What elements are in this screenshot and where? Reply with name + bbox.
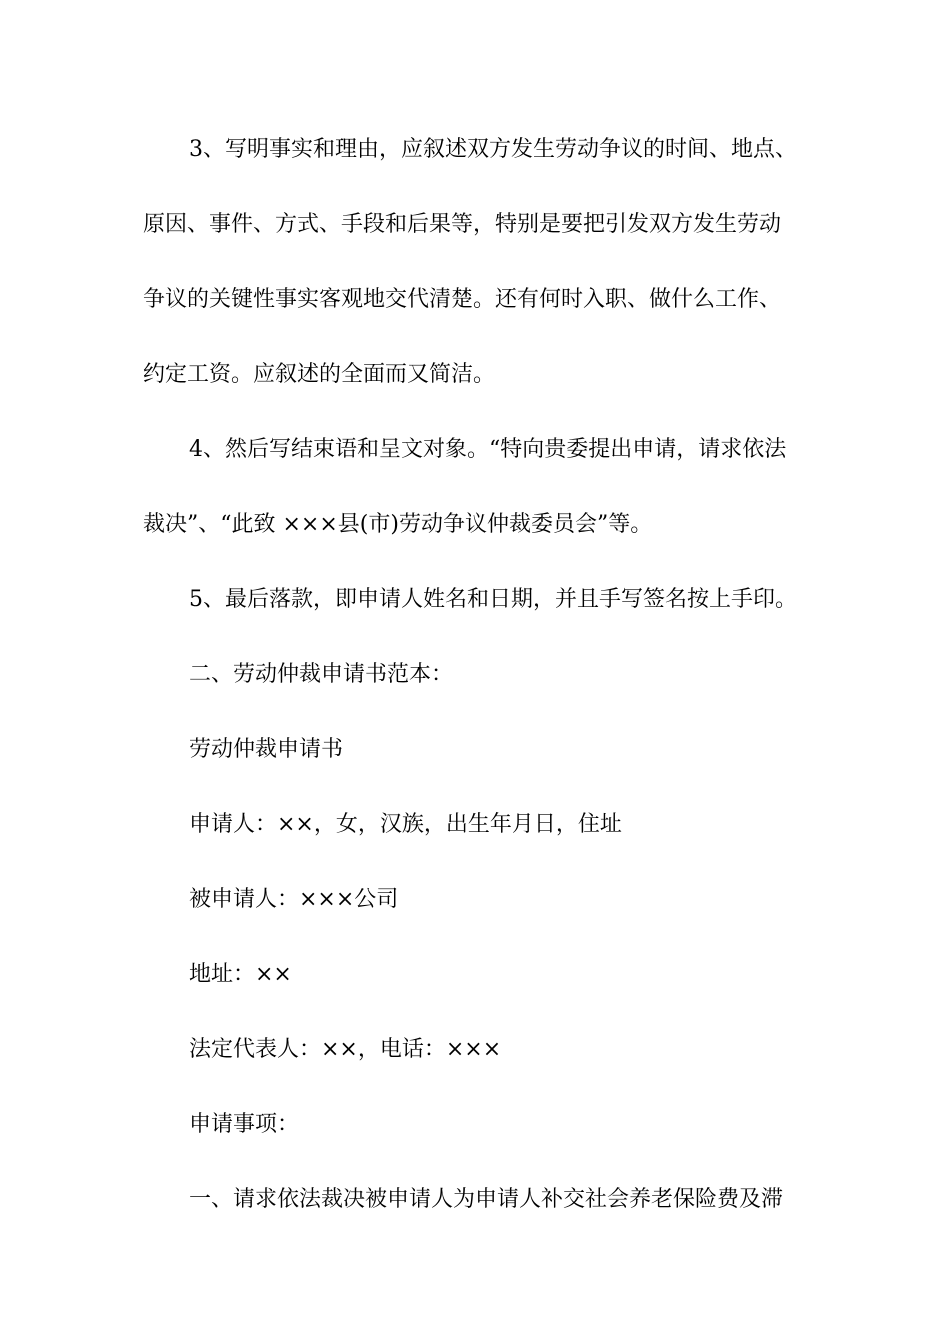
address-line: 地址：×× [189,962,292,987]
claims-heading: 申请事项： [189,1112,300,1137]
paragraph-3-line-1: 3、写明事实和理由，应叙述双方发生劳动争议的时间、地点、 [189,137,797,162]
claim-item-1: 一、请求依法裁决被申请人为申请人补交社会养老保险费及滞 [189,1187,784,1212]
paragraph-4-line-1: 4、然后写结束语和呈文对象。“特向贵委提出申请，请求依法 [189,437,787,462]
paragraph-3-line-2: 原因、事件、方式、手段和后果等，特别是要把引发双方发生劳动 [143,212,782,237]
legal-representative-line: 法定代表人：××，电话：××× [189,1037,502,1062]
section-heading-template: 二、劳动仲裁申请书范本： [189,662,454,687]
applicant-line: 申请人：××，女，汉族，出生年月日，住址 [189,812,622,837]
respondent-line: 被申请人：×××公司 [189,887,399,912]
paragraph-5: 5、最后落款，即申请人姓名和日期，并且手写签名按上手印。 [189,587,797,612]
template-title: 劳动仲裁申请书 [189,737,344,762]
paragraph-4-line-2: 裁决”、“此致 ×××县(市)劳动争议仲裁委员会”等。 [143,512,653,537]
paragraph-3-line-4: 约定工资。应叙述的全面而又简洁。 [143,362,496,387]
paragraph-3-line-3: 争议的关键性事实客观地交代清楚。还有何时入职、做什么工作、 [143,287,782,312]
